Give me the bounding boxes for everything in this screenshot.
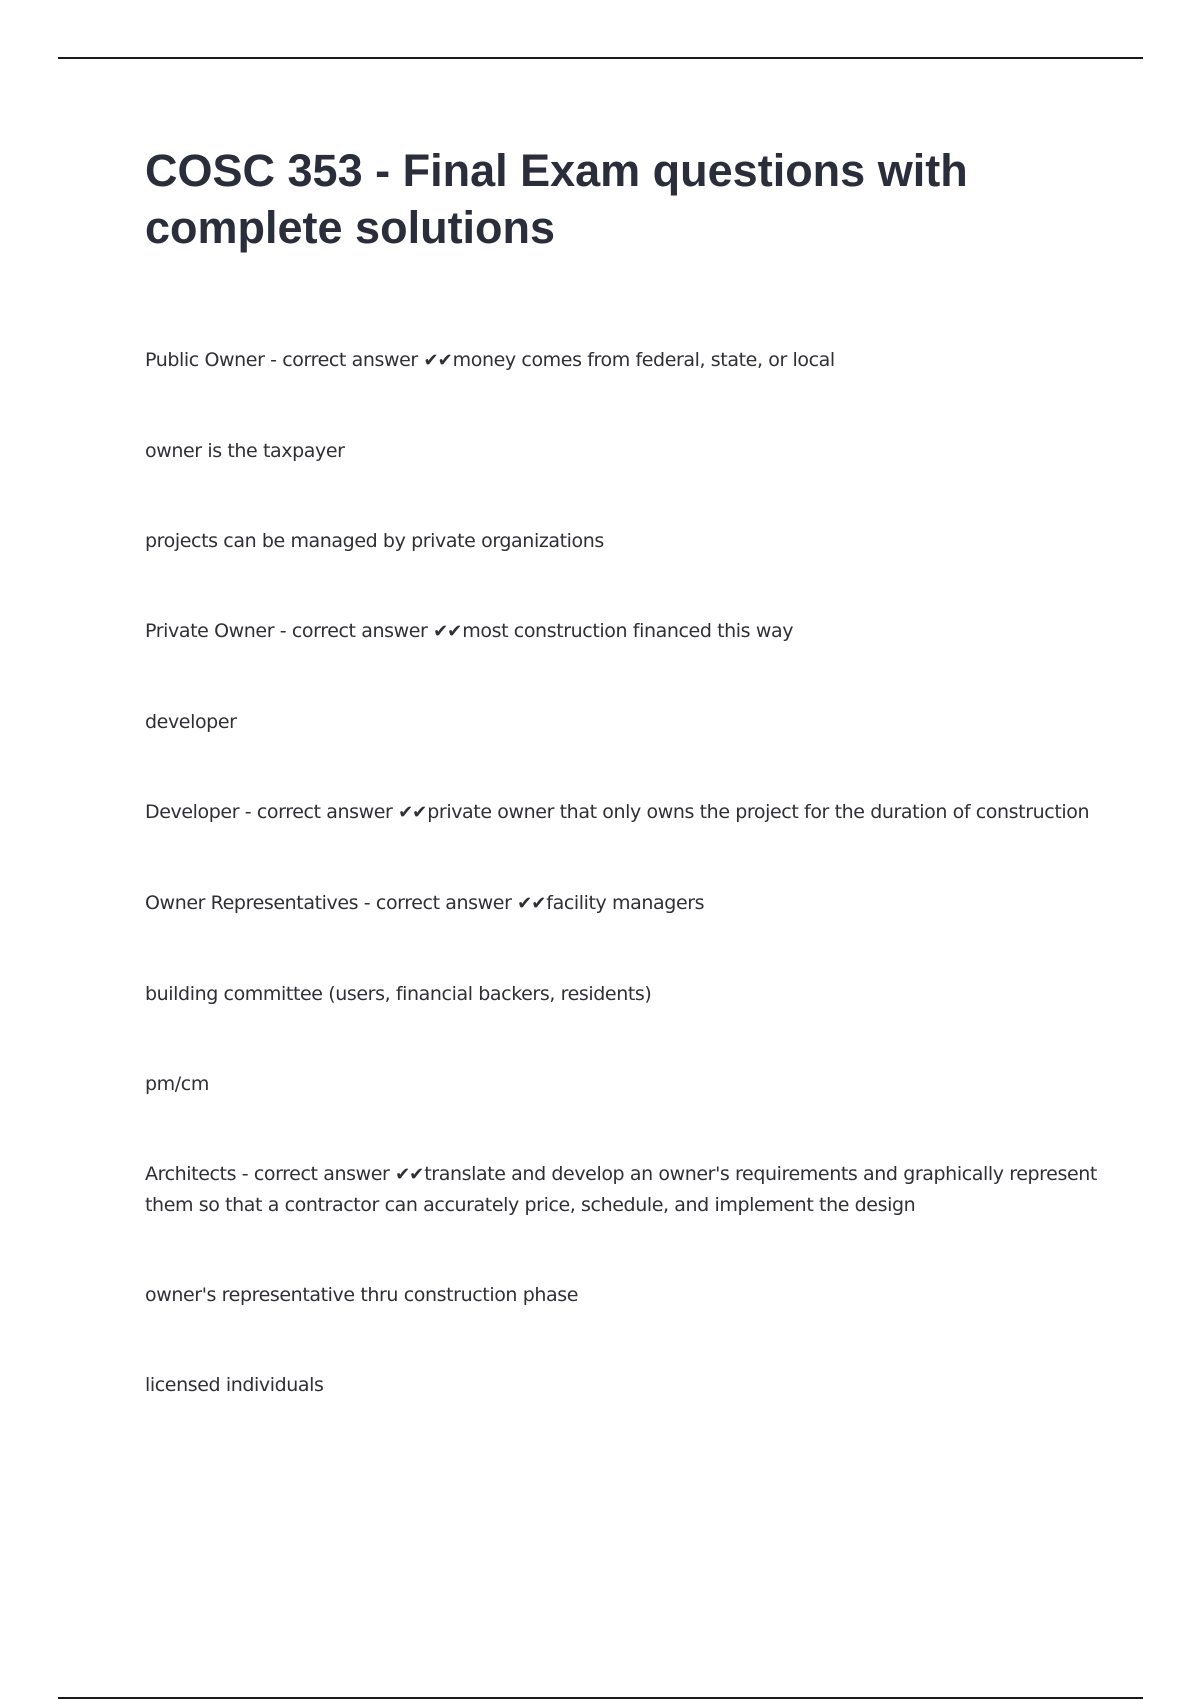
double-check-icon: ✔✔: [423, 350, 452, 371]
qa-list: [145, 345, 1100, 1460]
document-title: COSC 353 - Final Exam questions with complete solutions: [145, 145, 968, 253]
double-check-icon: ✔✔: [433, 621, 462, 642]
qa-answer: facility managers: [546, 892, 705, 914]
qa-answer: money comes from federal, state, or local: [452, 349, 835, 371]
qa-separator: - correct answer: [264, 349, 424, 371]
qa-answer: translate and develop an owner's requirements and graphically represent them so that a contractor can accurately price, schedule, and implement the design: [145, 1163, 1097, 1216]
qa-term: Public Owner: [145, 349, 265, 371]
bottom-divider: [58, 1697, 1143, 1699]
qa-entry-private-owner: [145, 616, 1100, 647]
qa-entry-developer: [145, 797, 1100, 828]
double-check-icon: ✔✔: [395, 1164, 424, 1185]
qa-answer: most construction financed this way: [462, 620, 794, 642]
qa-continuation-line: owner is the taxpayer: [145, 440, 345, 462]
qa-continuation-line: developer: [145, 711, 237, 733]
qa-entry-architects: [145, 1159, 1100, 1220]
double-check-icon: ✔✔: [398, 802, 427, 823]
qa-term: Private Owner: [145, 620, 275, 642]
qa-separator: - correct answer: [274, 620, 434, 642]
qa-term: Owner Representatives: [145, 892, 359, 914]
qa-entry-owner-representatives: [145, 888, 1100, 919]
qa-separator: - correct answer: [239, 801, 399, 823]
qa-continuation-line: owner's representative thru construction phase: [145, 1284, 579, 1306]
qa-continuation-line: projects can be managed by private organizations: [145, 530, 604, 552]
qa-answer: private owner that only owns the project for the duration of construction: [427, 801, 1090, 823]
qa-separator: - correct answer: [358, 892, 518, 914]
qa-continuation-line: pm/cm: [145, 1073, 209, 1095]
qa-term: Developer: [145, 801, 240, 823]
qa-continuation-line: building committee (users, financial backers, residents): [145, 983, 652, 1005]
double-check-icon: ✔✔: [517, 893, 546, 914]
qa-separator: - correct answer: [236, 1163, 396, 1185]
qa-term: Architects: [145, 1163, 237, 1185]
top-divider: [58, 57, 1143, 59]
qa-entry-public-owner: [145, 345, 1100, 376]
qa-continuation-line: licensed individuals: [145, 1374, 324, 1396]
